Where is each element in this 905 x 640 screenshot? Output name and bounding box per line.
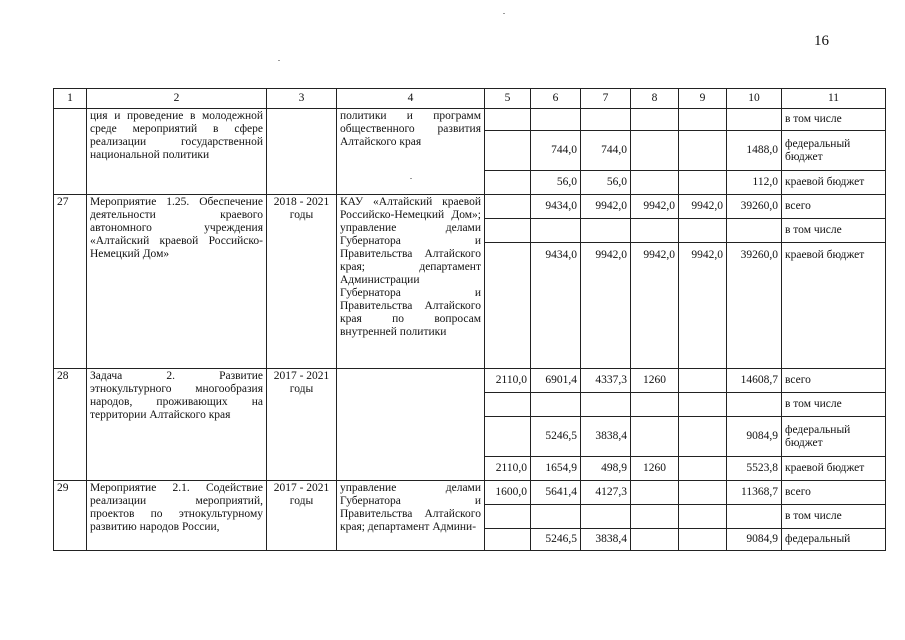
column-header: 2: [87, 89, 267, 109]
value-cell: 9942,0: [581, 243, 631, 369]
value-cell: [679, 219, 727, 243]
value-cell: 2110,0: [485, 369, 531, 393]
value-cell: 744,0: [531, 131, 581, 171]
value-cell: 1654,9: [531, 457, 581, 481]
value-cell: 5523,8: [727, 457, 782, 481]
column-header: 9: [679, 89, 727, 109]
column-header: 3: [267, 89, 337, 109]
period: 2017 - 2021 годы: [267, 481, 337, 551]
value-cell: [485, 417, 531, 457]
value-cell: 744,0: [581, 131, 631, 171]
value-cell: [581, 505, 631, 529]
value-cell: [631, 505, 679, 529]
value-cell: 39260,0: [727, 243, 782, 369]
value-cell: [679, 393, 727, 417]
value-cell: [679, 131, 727, 171]
value-cell: 5641,4: [531, 481, 581, 505]
value-cell: 1488,0: [727, 131, 782, 171]
column-header: 5: [485, 89, 531, 109]
row-number: [54, 109, 87, 195]
funding-source: в том числе: [782, 109, 886, 131]
funding-source: краевой бюджет: [782, 457, 886, 481]
value-cell: 9434,0: [531, 243, 581, 369]
value-cell: 112,0: [727, 171, 782, 195]
measure-name: Мероприятие 2.1. Содействие реализации мероприятий, проектов по этнокультурному развитию народов России,: [87, 481, 267, 551]
measure-name: Задача 2. Развитие этнокультурного многообразия народов, проживающих на территории Алтайского края: [87, 369, 267, 481]
value-cell: 3838,4: [581, 417, 631, 457]
value-cell: [631, 171, 679, 195]
table-row: [54, 195, 886, 219]
funding-source: в том числе: [782, 219, 886, 243]
value-cell: 9434,0: [531, 195, 581, 219]
measure-name: Мероприятие 1.25. Обеспечение деятельности краевого автономного учреждения «Алтайский краевой Российско-Немецкий Дом»: [87, 195, 267, 369]
value-cell: 9084,9: [727, 417, 782, 457]
column-header: 8: [631, 89, 679, 109]
value-cell: 1600,0: [485, 481, 531, 505]
value-cell: [727, 505, 782, 529]
measure-name: ция и проведение в молодежной среде мероприятий в сфере реализации государственной национальной политики: [87, 109, 267, 195]
column-number-row: [54, 89, 886, 109]
value-cell: [581, 109, 631, 131]
value-cell: [679, 481, 727, 505]
funding-source: всего: [782, 195, 886, 219]
value-cell: [485, 505, 531, 529]
funding-source: краевой бюджет: [782, 171, 886, 195]
value-cell: [531, 393, 581, 417]
value-cell: 11368,7: [727, 481, 782, 505]
column-header: 6: [531, 89, 581, 109]
value-cell: [631, 131, 679, 171]
value-cell: [631, 417, 679, 457]
value-cell: 56,0: [581, 171, 631, 195]
scan-speck: [278, 60, 280, 61]
value-cell: [679, 457, 727, 481]
funding-source: федеральный: [782, 529, 886, 551]
period: 2017 - 2021 годы: [267, 369, 337, 481]
executor: КАУ «Алтайский краевой Российско-Немецкий Дом»; управление делами Губернатора и Правительства Алтайского края; департамент Администрации Губернатора и Правительства Алтайского края по вопросам внутренней политики: [337, 195, 485, 369]
value-cell: [531, 109, 581, 131]
value-cell: [485, 109, 531, 131]
value-cell: [679, 417, 727, 457]
page-number: 16: [814, 33, 829, 49]
program-table: [53, 88, 886, 551]
column-header: 10: [727, 89, 782, 109]
value-cell: [727, 393, 782, 417]
value-cell: 14608,7: [727, 369, 782, 393]
value-cell: 4127,3: [581, 481, 631, 505]
value-cell: [485, 529, 531, 551]
value-cell: [631, 481, 679, 505]
executor: [337, 369, 485, 481]
row-number: 29: [54, 481, 87, 551]
period: 2018 - 2021 годы: [267, 195, 337, 369]
value-cell: [631, 529, 679, 551]
value-cell: [679, 109, 727, 131]
column-header: 11: [782, 89, 886, 109]
column-header: 1: [54, 89, 87, 109]
value-cell: 56,0: [531, 171, 581, 195]
value-cell: [679, 529, 727, 551]
value-cell: 5246,5: [531, 417, 581, 457]
table-row: [54, 369, 886, 393]
value-cell: 39260,0: [727, 195, 782, 219]
value-cell: [631, 219, 679, 243]
value-cell: 6901,4: [531, 369, 581, 393]
period: [267, 109, 337, 195]
value-cell: 3838,4: [581, 529, 631, 551]
value-cell: 1260: [631, 457, 679, 481]
value-cell: 9084,9: [727, 529, 782, 551]
column-header: 4: [337, 89, 485, 109]
value-cell: [581, 393, 631, 417]
value-cell: 498,9: [581, 457, 631, 481]
value-cell: [485, 219, 531, 243]
funding-source: федеральный бюджет: [782, 131, 886, 171]
value-cell: [679, 171, 727, 195]
value-cell: 1260: [631, 369, 679, 393]
value-cell: [581, 219, 631, 243]
value-cell: [485, 243, 531, 369]
value-cell: [679, 369, 727, 393]
value-cell: [679, 505, 727, 529]
value-cell: 4337,3: [581, 369, 631, 393]
value-cell: 9942,0: [631, 243, 679, 369]
row-number: 28: [54, 369, 87, 481]
value-cell: [485, 393, 531, 417]
value-cell: 5246,5: [531, 529, 581, 551]
scan-speck: [503, 13, 505, 14]
funding-source: в том числе: [782, 393, 886, 417]
value-cell: [531, 219, 581, 243]
value-cell: [631, 109, 679, 131]
funding-source: краевой бюджет: [782, 243, 886, 369]
table-row: [54, 481, 886, 505]
value-cell: [485, 131, 531, 171]
value-cell: [485, 171, 531, 195]
value-cell: [727, 219, 782, 243]
funding-source: в том числе: [782, 505, 886, 529]
value-cell: [727, 109, 782, 131]
value-cell: 9942,0: [679, 195, 727, 219]
funding-source: всего: [782, 369, 886, 393]
value-cell: [631, 393, 679, 417]
executor: управление делами Губернатора и Правительства Алтайского края; департамент Админи-: [337, 481, 485, 551]
value-cell: 9942,0: [631, 195, 679, 219]
table-row: [54, 109, 886, 131]
funding-source: федеральный бюджет: [782, 417, 886, 457]
value-cell: [485, 195, 531, 219]
value-cell: 2110,0: [485, 457, 531, 481]
value-cell: 9942,0: [581, 195, 631, 219]
funding-source: всего: [782, 481, 886, 505]
value-cell: 9942,0: [679, 243, 727, 369]
column-header: 7: [581, 89, 631, 109]
row-number: 27: [54, 195, 87, 369]
executor: политики и программ общественного развития Алтайского края: [337, 109, 485, 195]
value-cell: [531, 505, 581, 529]
